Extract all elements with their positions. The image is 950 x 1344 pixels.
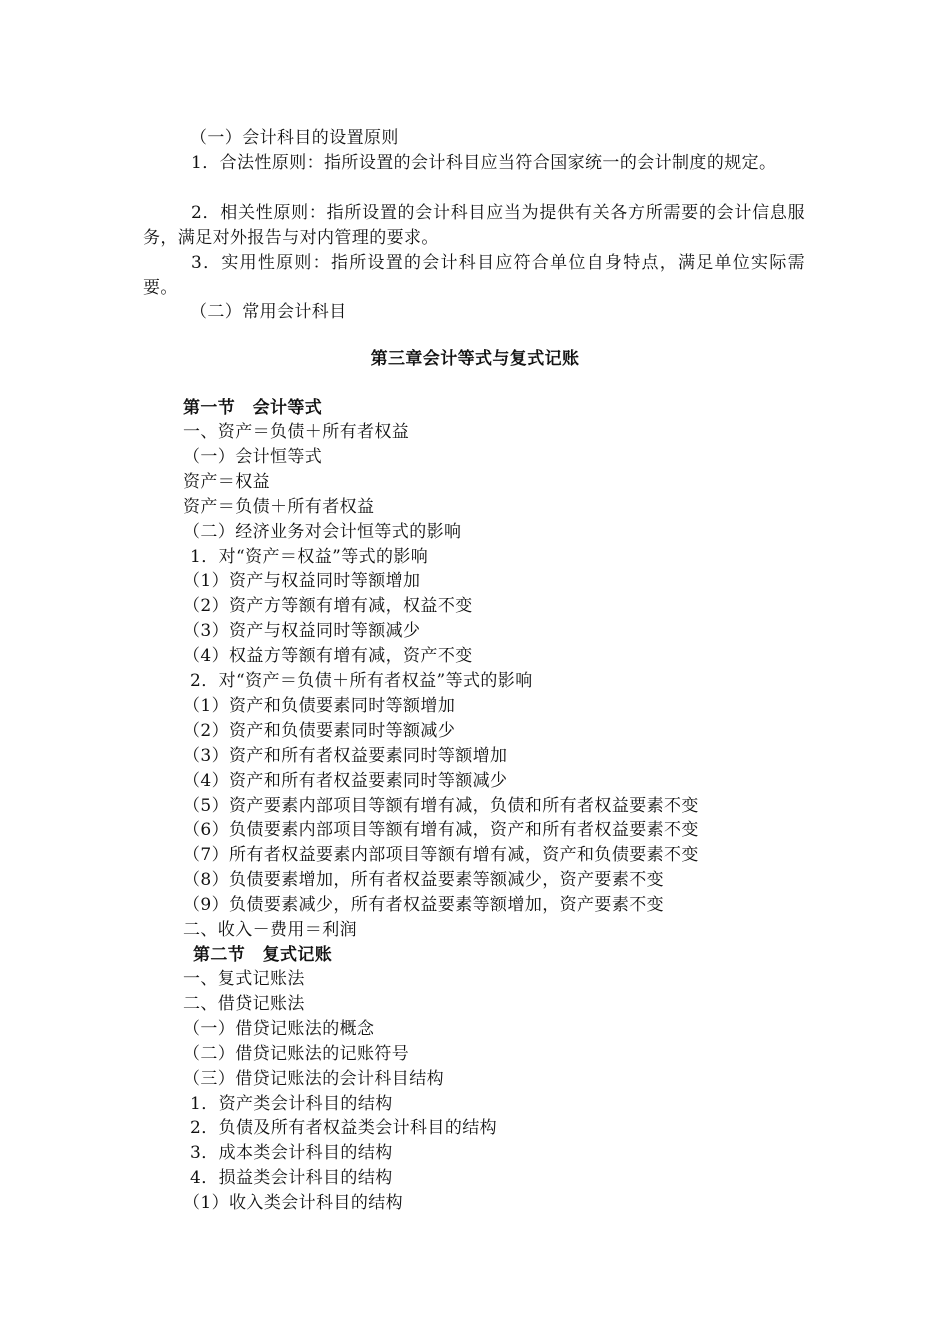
section-1-line: 二、收入－费用＝利润 — [183, 920, 357, 940]
section-1-line: （5）资产要素内部项目等额有增有减，负债和所有者权益要素不变 — [183, 795, 699, 816]
section-1-line: 资产＝权益 — [183, 471, 270, 492]
section-2-line: 4．损益类会计科目的结构 — [190, 1168, 393, 1189]
section-1-line: （7）所有者权益要素内部项目等额有增有减，资产和负债要素不变 — [183, 845, 699, 866]
section-1-line: （4）权益方等额有增有减，资产不变 — [183, 646, 473, 667]
section-2-line: 2．负债及所有者权益类会计科目的结构 — [190, 1118, 498, 1139]
chapter-title: 第三章会计等式与复式记账 — [370, 349, 580, 369]
legality-principle: 1．合法性原则：指所设置的会计科目应当符合国家统一的会计制度的规定。 — [191, 153, 777, 173]
section-1-line: （一）会计恒等式 — [183, 446, 323, 467]
section-1-line: （3）资产与权益同时等额减少 — [183, 621, 421, 642]
section-1-line: 2．对“资产＝负债＋所有者权益”等式的影响 — [190, 671, 533, 691]
section-1-line: （6）负债要素内部项目等额有增有减，资产和所有者权益要素不变 — [183, 820, 699, 841]
section-2-line: （三）借贷记账法的会计科目结构 — [183, 1068, 444, 1089]
common-accounts-heading: （二）常用会计科目 — [190, 302, 347, 322]
section-1-line: （1）资产和负债要素同时等额增加 — [183, 695, 456, 716]
relevance-principle: 2．相关性原则：指所设置的会计科目应当为提供有关各方所需要的会计信息服务，满足对外报告与对内管理的要求。 — [143, 203, 805, 248]
section-2-line: 二、借贷记账法 — [183, 993, 305, 1014]
section-1-line: （1）资产与权益同时等额增加 — [183, 571, 421, 592]
section-1-line: （二）经济业务对会计恒等式的影响 — [183, 521, 462, 542]
section-2-line: （一）借贷记账法的概念 — [183, 1018, 375, 1039]
section-1-line: （3）资产和所有者权益要素同时等额增加 — [183, 745, 508, 766]
section-1-line: （2）资产和负债要素同时等额减少 — [183, 720, 456, 741]
section-1-line: （4）资产和所有者权益要素同时等额减少 — [183, 770, 508, 791]
section-2-line: （二）借贷记账法的记账符号 — [183, 1043, 410, 1064]
section-1-line: （2）资产方等额有增有减，权益不变 — [183, 596, 473, 617]
practicality-principle: 3．实用性原则：指所设置的会计科目应符合单位自身特点，满足单位实际需要。 — [143, 253, 805, 298]
section-1-line: （8）负债要素增加，所有者权益要素等额减少，资产要素不变 — [183, 870, 665, 891]
section-2-line: 1．资产类会计科目的结构 — [190, 1093, 393, 1114]
section-1-line: 资产＝负债＋所有者权益 — [183, 496, 375, 517]
section-1-line: 一、资产＝负债＋所有者权益 — [183, 422, 410, 442]
section-2-line: 3．成本类会计科目的结构 — [190, 1143, 393, 1164]
section-2-line: （1）收入类会计科目的结构 — [183, 1193, 404, 1214]
section-1-line: 1．对“资产＝权益”等式的影响 — [190, 546, 429, 567]
section-2-title: 第二节 复式记账 — [193, 945, 333, 965]
section-2-line: 一、复式记账法 — [183, 969, 305, 989]
principles-heading: （一）会计科目的设置原则 — [190, 128, 399, 148]
section-1-line: （9）负债要素减少，所有者权益要素等额增加，资产要素不变 — [183, 895, 665, 916]
section-1-title: 第一节 会计等式 — [183, 398, 323, 418]
